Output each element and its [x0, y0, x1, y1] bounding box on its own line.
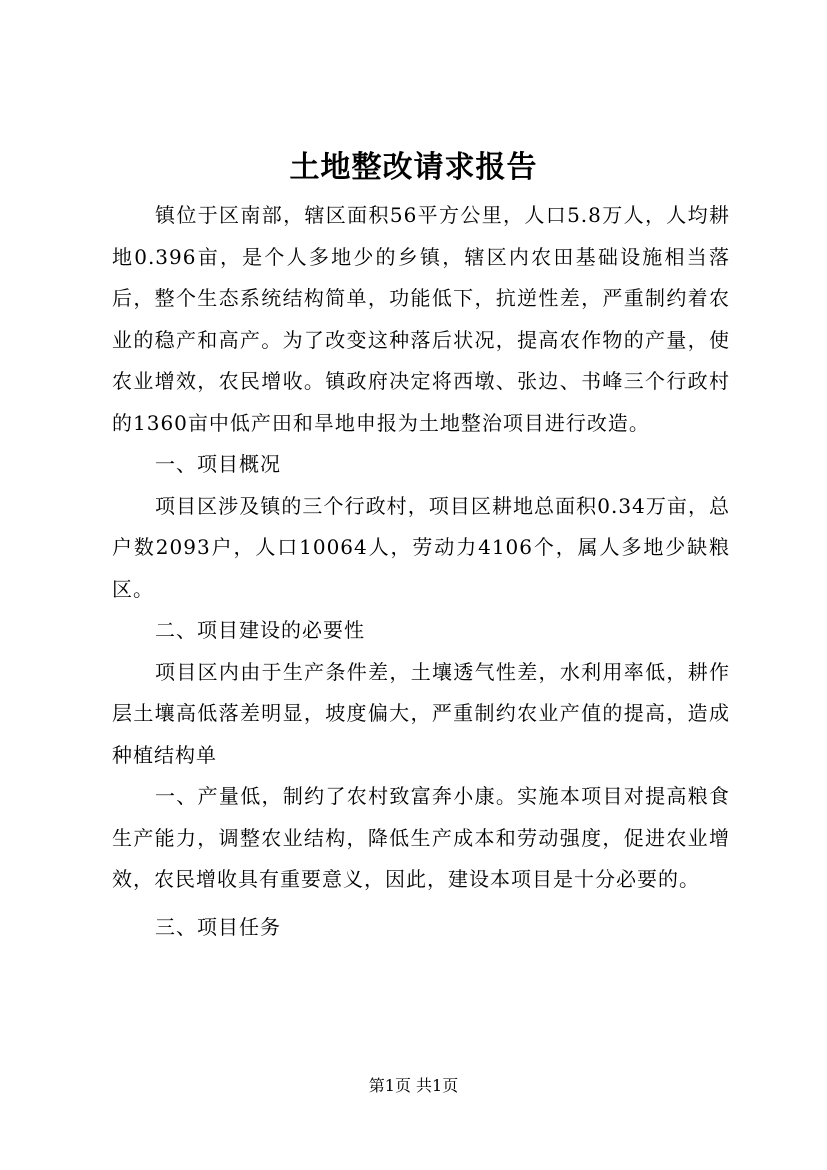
paragraph-necessity: 项目区内由于生产条件差，土壤透气性差，水利用率低，耕作层土壤高低落差明显，坡度偏大，严重制约农业产值的提高，造成种植结构单 — [112, 659, 730, 767]
section-heading-overview: 一、项目概况 — [155, 452, 281, 476]
page-footer: 第1页 共1页 — [368, 1076, 459, 1095]
section-heading-necessity: 二、项目建设的必要性 — [155, 618, 365, 642]
paragraph-overview: 项目区涉及镇的三个行政村，项目区耕地总面积0.34万亩，总户数2093户，人口10064人，劳动力4106个，属人多地少缺粮区。 — [112, 493, 730, 601]
paragraph-low-yield: 一、产量低，制约了农村致富奔小康。实施本项目对提高粮食生产能力，调整农业结构，降低生产成本和劳动强度，促进农业增效，农民增收具有重要意义，因此，建设本项目是十分必要的。 — [112, 784, 730, 891]
section-heading-tasks: 三、项目任务 — [155, 914, 281, 939]
document-title: 土地整改请求报告 — [289, 150, 538, 185]
paragraph-intro: 镇位于区南部，辖区面积56平方公里，人口5.8万人，人均耕地0.396亩，是个人多地少的乡镇，辖区内农田基础设施相当落后，整个生态系统结构简单，功能低下，抗逆性差，严重制约着农业的稳产和高产。为了改变这种落后状况，提高农作物的产量，使农业增效，农民增收。镇政府决定将西墩、张边、书峰三个行政村的1360亩中低产田和旱地申报为土地整治项目进行改造。 — [112, 203, 730, 435]
document-body — [112, 195, 730, 948]
